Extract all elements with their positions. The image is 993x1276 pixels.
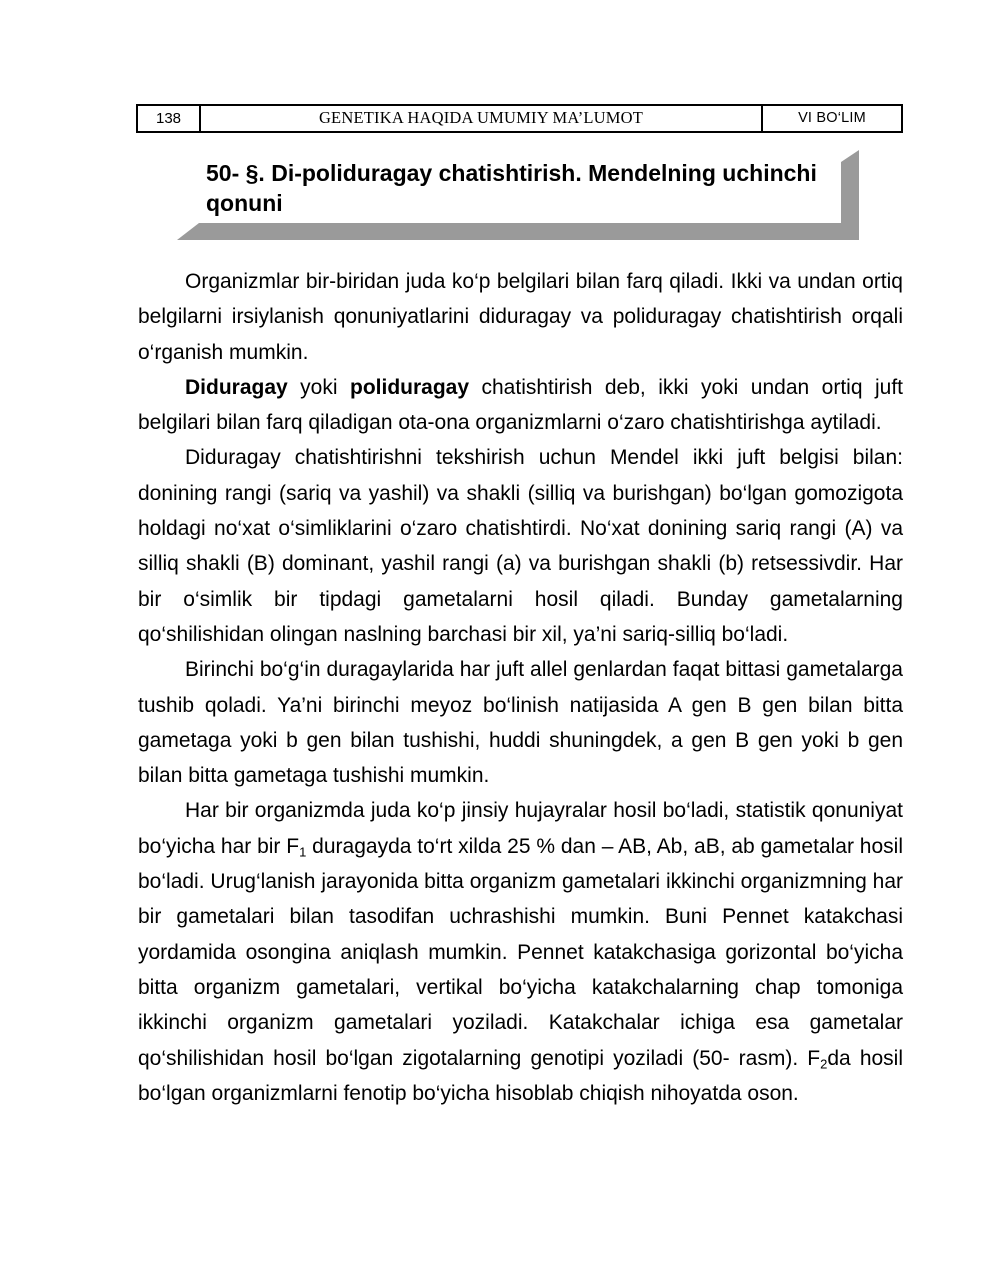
running-header-title: GENETIKA HAQIDA UMUMIY MA’LUMOT (201, 106, 763, 131)
paragraph-5-text-part-1: Har bir organizmda juda ko‘p jinsiy hujayralar hosil bo‘ladi, statistik qonuniyat bo‘yicha har bir F (138, 799, 903, 858)
running-header (136, 104, 903, 133)
paragraph-5-text-part-2: duragayda to‘rt xilda 25 % dan – AB, Ab, aB, ab gametalar hosil bo‘ladi. Urug‘lanish jarayonida bitta organizm gametalari ikkinchi organizmning har bir gametalari bilan tasodifan uchrashishi mumkin. Buni Pennet katakchasi yordamida osongina aniqlash mumkin. Pennet katakchasiga gorizontal bo‘yicha bitta organizm gametalari, vertikal bo‘yicha katakchalarning chap tomoniga ikkinchi organizm gametalari yoziladi. Katakchalar ichiga esa gametalar qo‘shilishidan hosil bo‘lgan zigotalarning genotipi yoziladi (50- rasm). F (138, 834, 903, 1070)
section-heading-text: 50- §. Di-poliduragay chatishtirish. Mendelning uchinchi qonuni (206, 160, 817, 216)
term-diduragay: Diduragay (185, 375, 288, 399)
paragraph-3 (138, 440, 903, 652)
paragraph-5-text-part-3: da hosil bo‘lgan organizmlarni fenotip bo‘yicha hisoblab chiqish nihoyatda oson. (138, 1046, 904, 1105)
heading-shadow-bottom (177, 223, 859, 240)
paragraph-2: Diduragay yoki poliduragay chatishtirish deb, ikki yoki undan ortiq juft belgilari bilan farq qiladigan ota-ona organizmlarni o‘zaro chatishtirishga aytiladi. (138, 375, 904, 435)
paragraph-4 (138, 652, 903, 793)
paragraph-3-text: Diduragay chatishtirishni tekshirish uchun Mendel ikki juft belgisi bilan: donining rangi (sariq va yashil) va shakli (silliq va burishgan) bo‘lgan gomozigota holdagi no‘xat o‘simliklarini o‘zaro chatishtirdi. No‘xat donining sariq rangi (A) va silliq shakli (B) dominant, yashil rangi (a) va burishgan shakli (b) retsessivdir. Har bir o‘simlik bir tipdagi gametalarni hosil qiladi. Bunday gametalarning qo‘shilishidan olingan naslning barchasi bir xil, ya’ni sariq-silliq bo‘ladi. (138, 446, 903, 646)
section-heading-block (177, 150, 859, 240)
body-text-column (138, 264, 903, 1111)
f2-subscript: 2 (820, 1056, 828, 1072)
paragraph-5 (138, 793, 903, 1111)
paragraph-1-text: Organizmlar bir-biridan juda ko‘p belgilari bilan farq qiladi. Ikki va undan ortiq belgilarni irsiylanish qonuniyatlarini diduragay va poliduragay chatishtirish orqali o‘rganish mumkin. (138, 270, 903, 364)
section-label: VI BO‘LIM (798, 110, 866, 127)
f1-subscript: 1 (299, 844, 307, 860)
page-number: 138 (138, 106, 201, 131)
paragraph-1 (138, 264, 903, 370)
term-poliduragay: poliduragay (350, 375, 470, 399)
paragraph-4-text: Birinchi bo‘g‘in duragaylarida har juft allel genlardan faqat bittasi gametalarga tushib qoladi. Ya’ni birinchi meyoz bo‘linish natijasida A gen B gen bilan bitta gametaga yoki b gen bilan tushishi, huddi shuningdek, a gen B gen yoki b gen bilan bitta gametaga tushishi mumkin. (138, 658, 903, 788)
